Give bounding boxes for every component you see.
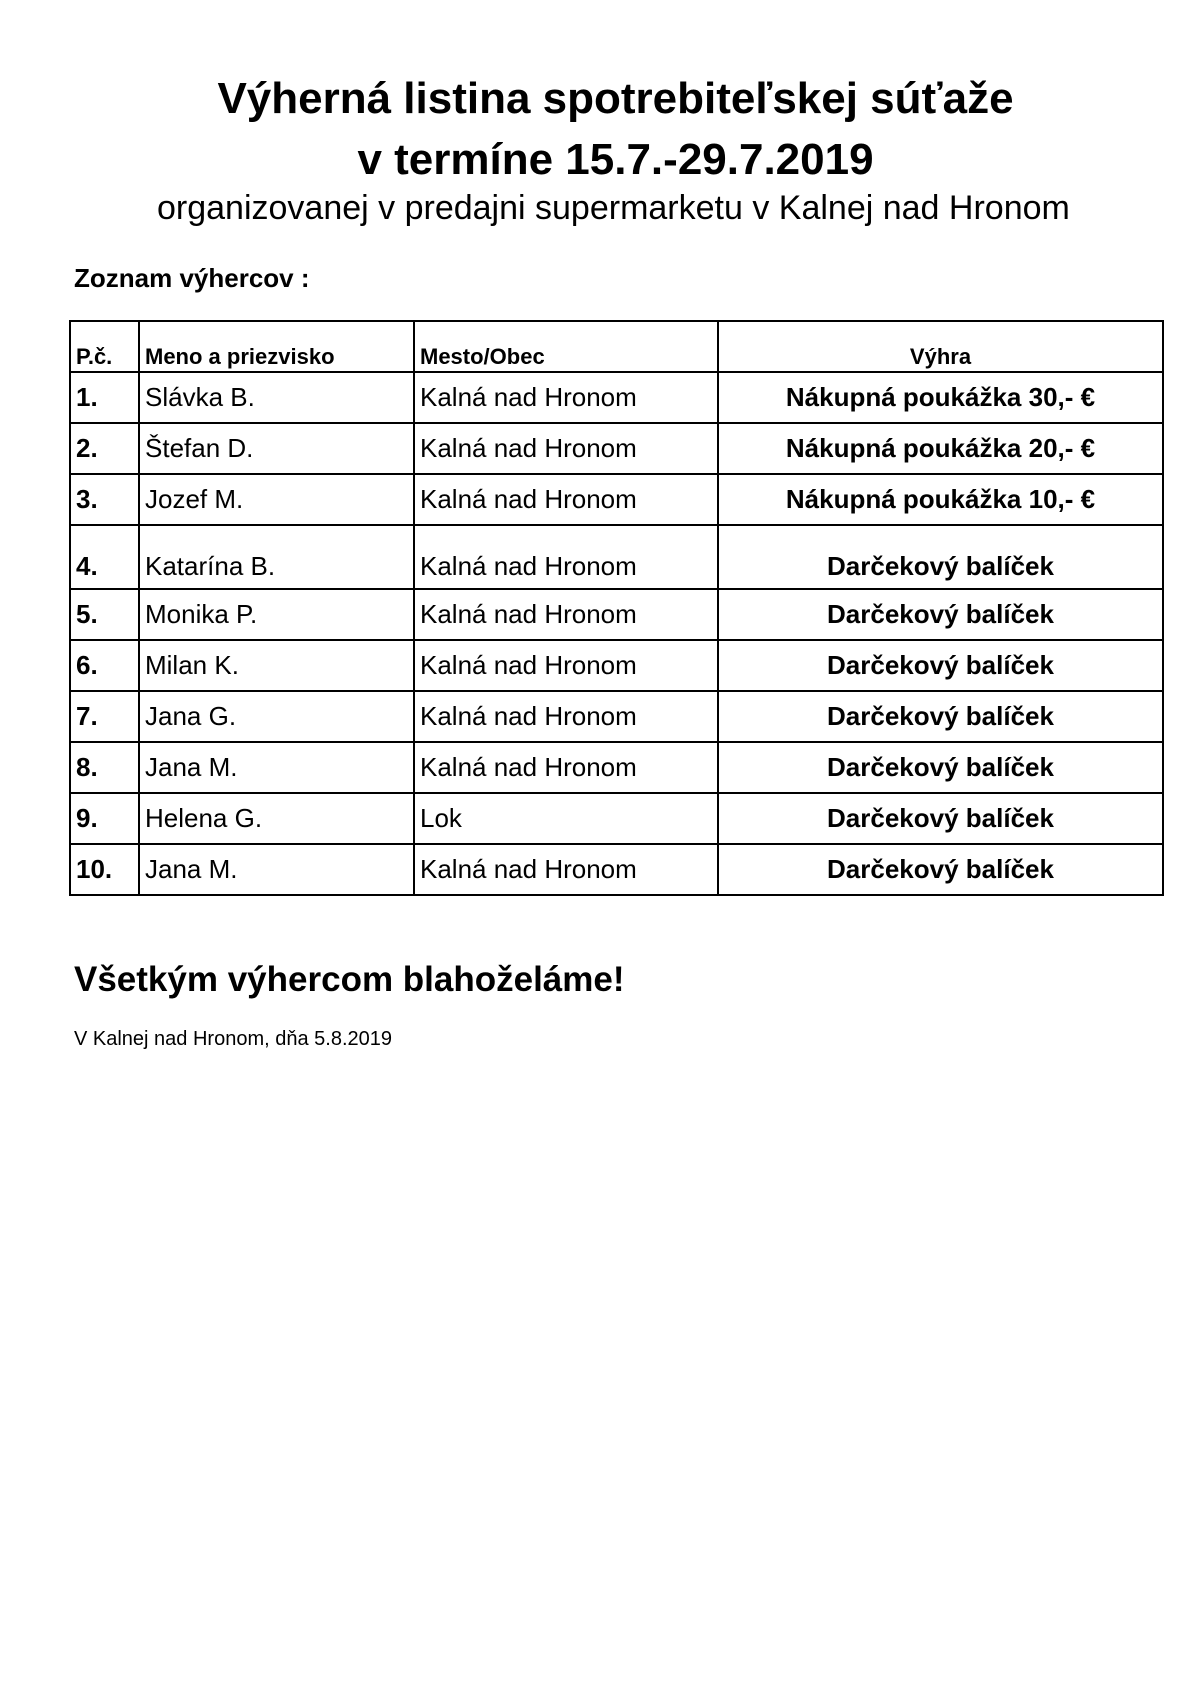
cell-town: Kalná nad Hronom [414,474,718,525]
cell-town: Lok [414,793,718,844]
cell-num: 9. [70,793,139,844]
cell-num: 4. [70,525,139,589]
cell-num: 5. [70,589,139,640]
table-header-row [70,321,1163,372]
cell-prize: Darčekový balíček [718,844,1163,895]
cell-num: 3. [70,474,139,525]
winners-table [69,320,1164,896]
cell-num: 1. [70,372,139,423]
cell-name: Štefan D. [139,423,414,474]
page-title: Výherná listina spotrebiteľskej súťaže [217,74,1014,123]
page-subtitle: organizovanej v predajni supermarketu v Kalnej nad Hronom [157,189,1070,227]
cell-prize: Nákupná poukážka 30,- € [718,372,1163,423]
cell-num: 7. [70,691,139,742]
cell-prize: Nákupná poukážka 10,- € [718,474,1163,525]
table-row [70,640,1163,691]
header-name: Meno a priezvisko [139,321,414,372]
cell-town: Kalná nad Hronom [414,525,718,589]
cell-num: 2. [70,423,139,474]
cell-town: Kalná nad Hronom [414,640,718,691]
cell-name: Jozef M. [139,474,414,525]
cell-prize: Nákupná poukážka 20,- € [718,423,1163,474]
cell-name: Slávka B. [139,372,414,423]
cell-town: Kalná nad Hronom [414,423,718,474]
cell-prize: Darčekový balíček [718,525,1163,589]
cell-prize: Darčekový balíček [718,691,1163,742]
cell-num: 8. [70,742,139,793]
header-prize: Výhra [718,321,1163,372]
cell-prize: Darčekový balíček [718,793,1163,844]
cell-name: Jana M. [139,844,414,895]
congratulations-text: Všetkým výhercom blahoželáme! [74,960,625,999]
cell-name: Monika P. [139,589,414,640]
cell-prize: Darčekový balíček [718,589,1163,640]
cell-name: Helena G. [139,793,414,844]
cell-name: Katarína B. [139,525,414,589]
cell-town: Kalná nad Hronom [414,372,718,423]
cell-prize: Darčekový balíček [718,742,1163,793]
header-town: Mesto/Obec [414,321,718,372]
cell-town: Kalná nad Hronom [414,844,718,895]
cell-name: Milan K. [139,640,414,691]
table-row [70,691,1163,742]
table-row [70,844,1163,895]
winners-list-label: Zoznam výhercov : [74,263,310,293]
cell-prize: Darčekový balíček [718,640,1163,691]
cell-num: 6. [70,640,139,691]
table-row [70,525,1163,589]
page-title-dates: v termíne 15.7.-29.7.2019 [357,135,874,184]
table-row [70,589,1163,640]
table-row [70,793,1163,844]
header-num: P.č. [70,321,139,372]
table-row [70,372,1163,423]
table-row [70,423,1163,474]
cell-town: Kalná nad Hronom [414,742,718,793]
cell-num: 10. [70,844,139,895]
cell-name: Jana G. [139,691,414,742]
cell-name: Jana M. [139,742,414,793]
table-row [70,474,1163,525]
place-and-date: V Kalnej nad Hronom, dňa 5.8.2019 [74,1028,392,1050]
cell-town: Kalná nad Hronom [414,691,718,742]
cell-town: Kalná nad Hronom [414,589,718,640]
table-row [70,742,1163,793]
